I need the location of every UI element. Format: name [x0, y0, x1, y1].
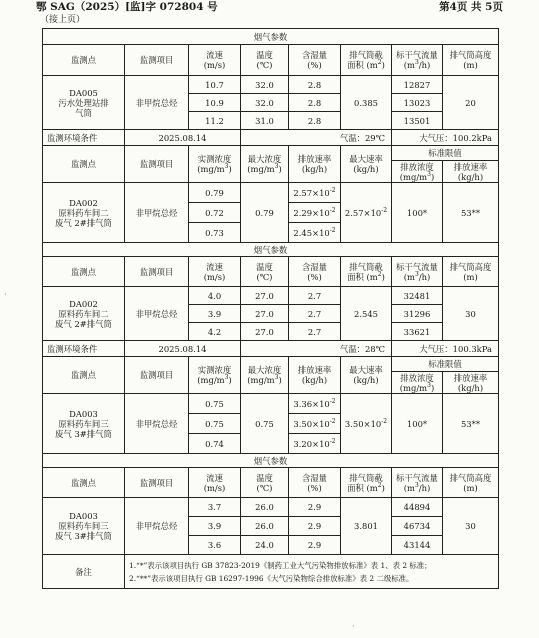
header-outlet-area: 排气筒截 面积 $(m^2)$ — [341, 45, 392, 76]
header-std-limit: 标准限值 — [392, 146, 499, 161]
measured-conc-value: 0.75 — [189, 414, 241, 434]
remark-note: 2.“**”表示该项目执行 GB 16297-1996《大气污染物综合排放标准》表 2 二级标准。 — [129, 573, 414, 583]
velocity-value: 3.9 — [189, 517, 241, 536]
emission-rate-value: $2.57\times 10^{-2}$ — [289, 183, 341, 203]
header-moisture: 含湿量 (%) — [289, 257, 341, 287]
stack-height-value: 30 — [443, 498, 499, 555]
emission-rate-value: $3.36\times 10^{-2}$ — [289, 394, 341, 414]
header-velocity: 流速 (m/s) — [189, 45, 241, 76]
header-dry-flow: 标干气流量 $(m^3/h)$ — [392, 45, 443, 76]
velocity-value: 10.9 — [189, 94, 241, 112]
dry-flow-value: 43144 — [392, 536, 443, 555]
outlet-area-value: 3.801 — [341, 498, 392, 555]
emission-rate-value: $3.50\times 10^{-2}$ — [289, 414, 341, 434]
emission-rate-value: $3.20\times 10^{-2}$ — [289, 434, 341, 454]
header-limit-rate: 排放速率 (kg/h) — [443, 161, 499, 183]
env-pressure: 大气压：100.3kPa — [392, 341, 499, 357]
env-date: 2025.08.14 — [125, 130, 241, 146]
max-conc-value: 0.79 — [241, 183, 289, 243]
moisture-value: 2.9 — [289, 517, 341, 536]
temperature-value: 27.0 — [241, 323, 289, 341]
measured-conc-value: 0.72 — [189, 203, 241, 223]
header-item: 监测项目 — [125, 146, 189, 183]
dry-flow-value: 46734 — [392, 517, 443, 536]
stack-height-value: 20 — [443, 76, 499, 130]
header-point: 监测点 — [43, 45, 125, 76]
max-rate-value: $3.50\times 10^{-2}$ — [341, 394, 392, 454]
header-point: 监测点 — [43, 257, 125, 287]
env-temperature: 气温：29℃ — [241, 130, 392, 146]
velocity-value: 4.0 — [189, 287, 241, 305]
moisture-value: 2.8 — [289, 94, 341, 112]
header-limit-rate: 排放速率 (kg/h) — [443, 372, 499, 394]
env-pressure: 大气压：100.2kPa — [392, 130, 499, 146]
env-conditions-label: 监测环境条件 — [43, 130, 125, 146]
header-limit-conc: 排放浓度 $(mg/m^3)$ — [392, 161, 443, 183]
limit-conc-value: 100* — [392, 394, 443, 454]
header-item: 监测项目 — [125, 45, 189, 76]
header-emission-rate: 排放速率 (kg/h) — [289, 357, 341, 394]
header-max-conc: 最大浓度 $(mg/m^3)$ — [241, 146, 289, 183]
temperature-value: 31.0 — [241, 112, 289, 130]
header-temperature: 温度 (℃) — [241, 257, 289, 287]
header-item: 监测项目 — [125, 468, 189, 498]
header-velocity: 流速 (m/s) — [189, 257, 241, 287]
max-conc-value: 0.75 — [241, 394, 289, 454]
header-item: 监测项目 — [125, 257, 189, 287]
header-point: 监测点 — [43, 357, 125, 394]
measured-conc-value: 0.79 — [189, 183, 241, 203]
measured-conc-value: 0.75 — [189, 394, 241, 414]
outlet-area-value: 2.545 — [341, 287, 392, 341]
header-stack-height: 排气筒高度 (m) — [443, 257, 499, 287]
measured-conc-value: 0.73 — [189, 223, 241, 243]
moisture-value: 2.7 — [289, 323, 341, 341]
dry-flow-value: 31296 — [392, 305, 443, 323]
env-date: 2025.08.14 — [125, 341, 241, 357]
continued-label: （接上页） — [40, 15, 86, 25]
header-max-rate: 最大速率 (kg/h) — [341, 146, 392, 183]
scan-speck: · — [4, 290, 7, 300]
env-temperature: 气温：28℃ — [241, 341, 392, 357]
dry-flow-value: 13023 — [392, 94, 443, 112]
remarks-notes — [125, 555, 499, 589]
outlet-area-value: 0.385 — [341, 76, 392, 130]
monitoring-item: 非甲烷总烃 — [125, 394, 189, 454]
env-conditions-label: 监测环境条件 — [43, 341, 125, 357]
dry-flow-value: 13501 — [392, 112, 443, 130]
moisture-value: 2.9 — [289, 536, 341, 555]
header-outlet-area: 排气筒截 面积 $(m^2)$ — [341, 257, 392, 287]
moisture-value: 2.7 — [289, 287, 341, 305]
monitoring-item: 非甲烷总烃 — [125, 183, 189, 243]
header-measured-conc: 实测浓度 $(mg/m^3)$ — [189, 357, 241, 394]
emission-rate-value: $2.45\times 10^{-2}$ — [289, 223, 341, 243]
monitoring-point: DA005 污水处理站排 气筒 — [43, 76, 125, 130]
velocity-value: 3.9 — [189, 305, 241, 323]
measured-conc-value: 0.74 — [189, 434, 241, 454]
velocity-value: 10.7 — [189, 76, 241, 94]
monitoring-item: 非甲烷总烃 — [125, 76, 189, 130]
monitoring-table — [42, 28, 499, 589]
monitoring-point: DA003 原料药车间三 废气 3#排气筒 — [43, 394, 125, 454]
page-header — [36, 0, 503, 14]
limit-rate-value: 53** — [443, 183, 499, 243]
moisture-value: 2.7 — [289, 305, 341, 323]
header-velocity: 流速 (m/s) — [189, 468, 241, 498]
limit-rate-value: 53** — [443, 394, 499, 454]
header-point: 监测点 — [43, 468, 125, 498]
velocity-value: 4.2 — [189, 323, 241, 341]
header-dry-flow: 标干气流量 $(m^3/h)$ — [392, 468, 443, 498]
header-stack-height: 排气筒高度 (m) — [443, 468, 499, 498]
section-title: 烟气参数 — [43, 29, 499, 45]
monitoring-item: 非甲烷总烃 — [125, 287, 189, 341]
temperature-value: 27.0 — [241, 305, 289, 323]
header-measured-conc: 实测浓度 $(mg/m^3)$ — [189, 146, 241, 183]
page-number: 第4页 共 5页 — [439, 1, 503, 13]
temperature-value: 24.0 — [241, 536, 289, 555]
header-max-rate: 最大速率 (kg/h) — [341, 357, 392, 394]
header-max-conc: 最大浓度 $(mg/m^3)$ — [241, 357, 289, 394]
dry-flow-value: 44894 — [392, 498, 443, 517]
temperature-value: 32.0 — [241, 94, 289, 112]
temperature-value: 26.0 — [241, 498, 289, 517]
monitoring-point: DA003 原料药车间三 废气 3#排气筒 — [43, 498, 125, 555]
remarks-label: 备注 — [43, 555, 125, 589]
emission-rate-value: $2.29\times 10^{-2}$ — [289, 203, 341, 223]
monitoring-point: DA002 原料药车间二 废气 2#排气筒 — [43, 287, 125, 341]
velocity-value: 3.6 — [189, 536, 241, 555]
scan-speck: · — [352, 622, 355, 632]
header-std-limit: 标准限值 — [392, 357, 499, 372]
velocity-value: 11.2 — [189, 112, 241, 130]
header-limit-conc: 排放浓度 $(mg/m^3)$ — [392, 372, 443, 394]
dry-flow-value: 32481 — [392, 287, 443, 305]
moisture-value: 2.9 — [289, 498, 341, 517]
header-moisture: 含湿量 (%) — [289, 468, 341, 498]
stack-height-value: 30 — [443, 287, 499, 341]
temperature-value: 27.0 — [241, 287, 289, 305]
monitoring-point: DA002 原料药车间二 废气 2#排气筒 — [43, 183, 125, 243]
section-title: 烟气参数 — [43, 454, 499, 468]
temperature-value: 32.0 — [241, 76, 289, 94]
dry-flow-value: 12827 — [392, 76, 443, 94]
temperature-value: 26.0 — [241, 517, 289, 536]
max-rate-value: $2.57\times 10^{-2}$ — [341, 183, 392, 243]
header-item: 监测项目 — [125, 357, 189, 394]
header-moisture: 含湿量 (%) — [289, 45, 341, 76]
header-temperature: 温度 (℃) — [241, 45, 289, 76]
dry-flow-value: 33621 — [392, 323, 443, 341]
header-temperature: 温度 (℃) — [241, 468, 289, 498]
limit-conc-value: 100* — [392, 183, 443, 243]
moisture-value: 2.8 — [289, 112, 341, 130]
section-title: 烟气参数 — [43, 243, 499, 257]
moisture-value: 2.8 — [289, 76, 341, 94]
remark-note: 1.“*”表示该项目执行 GB 37823-2019《制药工业大气污染物排放标准》表 1、表 2 标准； — [129, 560, 432, 570]
header-point: 监测点 — [43, 146, 125, 183]
velocity-value: 3.7 — [189, 498, 241, 517]
header-stack-height: 排气筒高度 (m) — [443, 45, 499, 76]
header-outlet-area: 排气筒截 面积 $(m^2)$ — [341, 468, 392, 498]
monitoring-item: 非甲烷总烃 — [125, 498, 189, 555]
document-number: 鄂 SAG（2025）[监]字 072804 号 — [36, 1, 218, 13]
header-dry-flow: 标干气流量 $(m^3/h)$ — [392, 257, 443, 287]
header-emission-rate: 排放速率 (kg/h) — [289, 146, 341, 183]
